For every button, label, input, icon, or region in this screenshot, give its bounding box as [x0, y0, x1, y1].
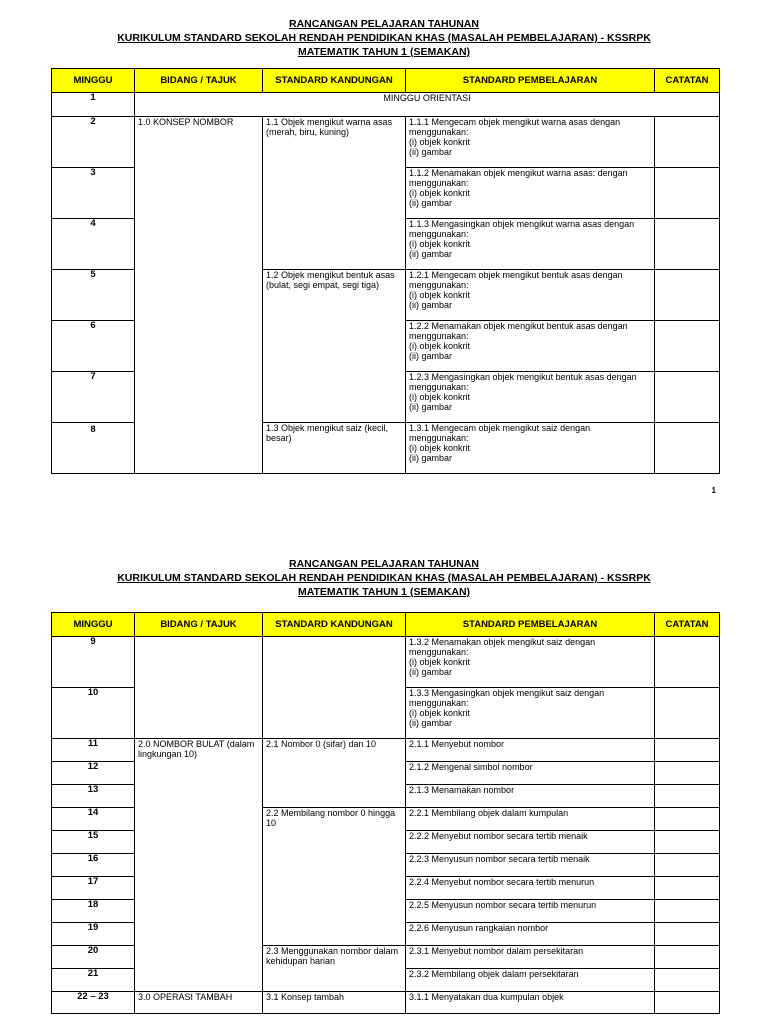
- catatan-cell: [655, 808, 720, 831]
- catatan-cell: [655, 785, 720, 808]
- catatan-cell: [655, 168, 720, 219]
- week-cell: 18: [52, 900, 135, 923]
- catatan-cell: [655, 877, 720, 900]
- week-cell: 9: [52, 637, 135, 688]
- doc-subtitle: KURIKULUM STANDARD SEKOLAH RENDAH PENDIDIKAN KHAS (MASALAH PEMBELAJARAN) - KSSRPK: [117, 32, 651, 44]
- table-row: [52, 637, 720, 688]
- col-minggu: MINGGU: [52, 613, 135, 637]
- pembelajaran-cell: 2.1.3 Menamakan nombor: [406, 785, 655, 808]
- bidang-cell: [135, 637, 263, 739]
- plan-table-page-1: [51, 68, 720, 474]
- pembelajaran-cell: 2.1.2 Mengenal simbol nombor: [406, 762, 655, 785]
- week-cell: 17: [52, 877, 135, 900]
- pembelajaran-cell: 1.1.2 Menamakan objek mengikut warna asas: dengan menggunakan: (i) objek konkrit (ii) gambar: [406, 168, 655, 219]
- pembelajaran-cell: 2.2.2 Menyebut nombor secara tertib menaik: [406, 831, 655, 854]
- pembelajaran-cell: 2.2.6 Menyusun rangkaian nombor: [406, 923, 655, 946]
- table-row: [52, 93, 720, 117]
- pembelajaran-cell: 1.2.3 Mengasingkan objek mengikut bentuk asas dengan menggunakan: (i) objek konkrit (ii) gambar: [406, 372, 655, 423]
- bidang-cell: 3.0 OPERASI TAMBAH: [135, 992, 263, 1014]
- bidang-cell: 2.0 NOMBOR BULAT (dalam lingkungan 10): [135, 739, 263, 992]
- week-cell: 8: [52, 423, 135, 474]
- kandungan-cell: 2.1 Nombor 0 (sifar) dan 10: [263, 739, 406, 808]
- col-kandungan: STANDARD KANDUNGAN: [263, 69, 406, 93]
- col-catatan: CATATAN: [655, 613, 720, 637]
- week-cell: 12: [52, 762, 135, 785]
- doc-title: RANCANGAN PELAJARAN TAHUNAN: [289, 18, 479, 30]
- pembelajaran-cell: 2.2.1 Membilang objek dalam kumpulan: [406, 808, 655, 831]
- week-cell: 20: [52, 946, 135, 969]
- bidang-cell: 1.0 KONSEP NOMBOR: [135, 117, 263, 474]
- pembelajaran-cell: 2.2.5 Menyusun nombor secara tertib menurun: [406, 900, 655, 923]
- kandungan-cell: 1.3 Objek mengikut saiz (kecil, besar): [263, 423, 406, 474]
- catatan-cell: [655, 900, 720, 923]
- catatan-cell: [655, 831, 720, 854]
- catatan-cell: [655, 762, 720, 785]
- col-catatan: CATATAN: [655, 69, 720, 93]
- doc-subject: MATEMATIK TAHUN 1 (SEMAKAN): [297, 586, 471, 598]
- week-cell: 7: [52, 372, 135, 423]
- pembelajaran-cell: 1.2.1 Mengecam objek mengikut bentuk asas dengan menggunakan: (i) objek konkrit (ii) gambar: [406, 270, 655, 321]
- week-cell: 5: [52, 270, 135, 321]
- catatan-cell: [655, 923, 720, 946]
- col-pembelajaran: STANDARD PEMBELAJARAN: [406, 69, 655, 93]
- week-cell: 15: [52, 831, 135, 854]
- week-cell: 10: [52, 688, 135, 739]
- week-cell: 2: [52, 117, 135, 168]
- week-cell: 4: [52, 219, 135, 270]
- col-bidang: BIDANG / TAJUK: [135, 69, 263, 93]
- pembelajaran-cell: 2.2.3 Menyusun nombor secara tertib menaik: [406, 854, 655, 877]
- catatan-cell: [655, 637, 720, 688]
- week-cell: 21: [52, 969, 135, 992]
- catatan-cell: [655, 372, 720, 423]
- table-header-row: [52, 613, 720, 637]
- week-cell: 14: [52, 808, 135, 831]
- col-minggu: MINGGU: [52, 69, 135, 93]
- plan-table-page-2: [51, 612, 720, 1014]
- doc-title: RANCANGAN PELAJARAN TAHUNAN: [289, 558, 479, 570]
- pembelajaran-cell: 3.1.1 Menyatakan dua kumpulan objek: [406, 992, 655, 1014]
- week-cell: 3: [52, 168, 135, 219]
- week-cell: 22 – 23: [52, 992, 135, 1014]
- catatan-cell: [655, 270, 720, 321]
- table-row: [52, 992, 720, 1014]
- week-cell: 6: [52, 321, 135, 372]
- pembelajaran-cell: 1.1.3 Mengasingkan objek mengikut warna asas dengan menggunakan: (i) objek konkrit (ii) gambar: [406, 219, 655, 270]
- pembelajaran-cell: 1.3.1 Mengecam objek mengikut saiz dengan menggunakan: (i) objek konkrit (ii) gambar: [406, 423, 655, 474]
- catatan-cell: [655, 423, 720, 474]
- week-cell: 16: [52, 854, 135, 877]
- catatan-cell: [655, 854, 720, 877]
- kandungan-cell: 2.2 Membilang nombor 0 hingga 10: [263, 808, 406, 946]
- pembelajaran-cell: 2.3.2 Membilang objek dalam persekitaran: [406, 969, 655, 992]
- col-kandungan: STANDARD KANDUNGAN: [263, 613, 406, 637]
- doc-subtitle: KURIKULUM STANDARD SEKOLAH RENDAH PENDIDIKAN KHAS (MASALAH PEMBELAJARAN) - KSSRPK: [117, 572, 651, 584]
- catatan-cell: [655, 969, 720, 992]
- doc-subject: MATEMATIK TAHUN 1 (SEMAKAN): [297, 46, 471, 58]
- pembelajaran-cell: 1.3.2 Menamakan objek mengikut saiz dengan menggunakan: (i) objek konkrit (ii) gambar: [406, 637, 655, 688]
- page-number: 1: [711, 486, 716, 495]
- pembelajaran-cell: 1.3.3 Mengasingkan objek mengikut saiz dengan menggunakan: (i) objek konkrit (ii) gambar: [406, 688, 655, 739]
- week-cell: 13: [52, 785, 135, 808]
- kandungan-cell: 1.1 Objek mengikut warna asas (merah, biru, kuning): [263, 117, 406, 270]
- table-row: [52, 117, 720, 168]
- week-cell: 1: [52, 93, 135, 117]
- catatan-cell: [655, 117, 720, 168]
- catatan-cell: [655, 321, 720, 372]
- catatan-cell: [655, 688, 720, 739]
- catatan-cell: [655, 739, 720, 762]
- catatan-cell: [655, 992, 720, 1014]
- pembelajaran-cell: 1.2.2 Menamakan objek mengikut bentuk asas dengan menggunakan: (i) objek konkrit (ii) gambar: [406, 321, 655, 372]
- week-cell: 19: [52, 923, 135, 946]
- kandungan-cell: [263, 637, 406, 739]
- pembelajaran-cell: 2.1.1 Menyebut nombor: [406, 739, 655, 762]
- pembelajaran-cell: 1.1.1 Mengecam objek mengikut warna asas dengan menggunakan: (i) objek konkrit (ii) gambar: [406, 117, 655, 168]
- orientation-cell: MINGGU ORIENTASI: [135, 93, 720, 117]
- week-cell: 11: [52, 739, 135, 762]
- kandungan-cell: 1.2 Objek mengikut bentuk asas (bulat, segi empat, segi tiga): [263, 270, 406, 423]
- col-bidang: BIDANG / TAJUK: [135, 613, 263, 637]
- pembelajaran-cell: 2.2.4 Menyebut nombor secara tertib menurun: [406, 877, 655, 900]
- catatan-cell: [655, 219, 720, 270]
- pembelajaran-cell: 2.3.1 Menyebut nombor dalam persekitaran: [406, 946, 655, 969]
- kandungan-cell: 2.3 Menggunakan nombor dalam kehidupan harian: [263, 946, 406, 992]
- catatan-cell: [655, 946, 720, 969]
- table-row: [52, 739, 720, 762]
- table-header-row: [52, 69, 720, 93]
- col-pembelajaran: STANDARD PEMBELAJARAN: [406, 613, 655, 637]
- kandungan-cell: 3.1 Konsep tambah: [263, 992, 406, 1014]
